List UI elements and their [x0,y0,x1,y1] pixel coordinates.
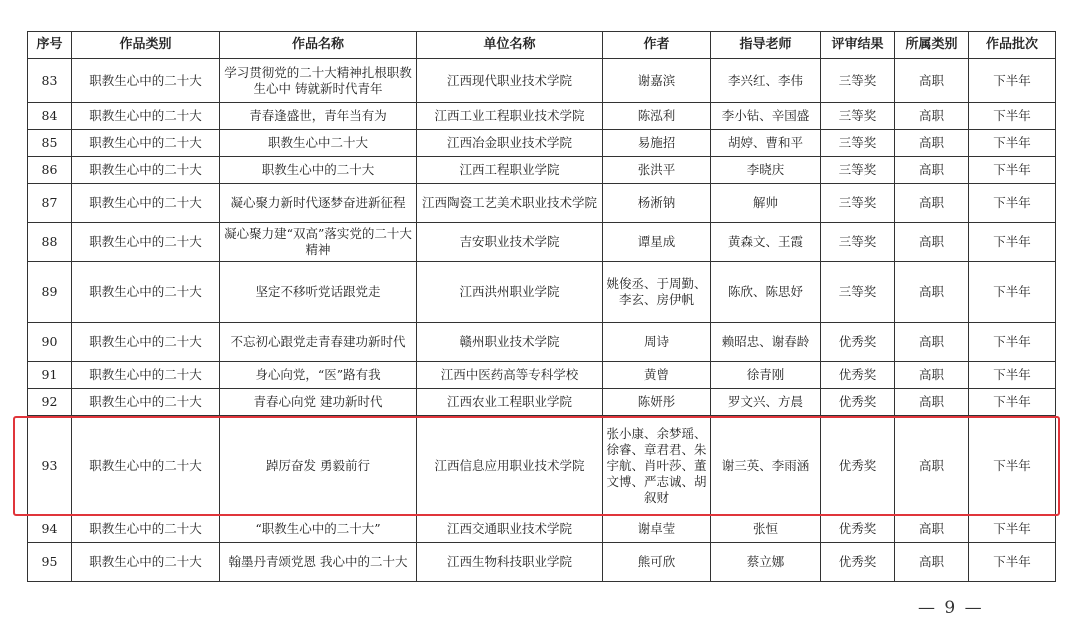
table-row [28,130,1056,157]
cell-index: 84 [28,103,72,130]
cell-type: 高职 [895,416,969,516]
cell-result: 三等奖 [821,223,895,262]
cell-author: 陈妍彤 [603,389,711,416]
cell-institution: 江西交通职业技术学院 [417,516,603,543]
table-row [28,362,1056,389]
header-result: 评审结果 [821,32,895,59]
cell-index: 93 [28,416,72,516]
cell-work-title: 职教生心中的二十大 [220,157,417,184]
cell-author: 谭星成 [603,223,711,262]
cell-advisor: 解帅 [711,184,821,223]
cell-index: 85 [28,130,72,157]
cell-author: 张小康、余梦瑶、徐睿、章君君、朱宇航、肖叶莎、董文博、严志诚、胡叙财 [603,416,711,516]
cell-index: 87 [28,184,72,223]
cell-category: 职教生心中的二十大 [72,362,220,389]
cell-work-title: 身心向党，“医”路有我 [220,362,417,389]
cell-advisor: 陈欣、陈思妤 [711,262,821,323]
awards-table [27,31,1056,582]
cell-work-title: 学习贯彻党的二十大精神扎根职教生心中 铸就新时代青年 [220,59,417,103]
cell-author: 周诗 [603,323,711,362]
header-category: 作品类别 [72,32,220,59]
cell-institution: 江西农业工程职业学院 [417,389,603,416]
cell-result: 三等奖 [821,184,895,223]
cell-type: 高职 [895,389,969,416]
cell-category: 职教生心中的二十大 [72,103,220,130]
cell-batch: 下半年 [969,103,1056,130]
cell-result: 优秀奖 [821,389,895,416]
cell-author: 杨淅钠 [603,184,711,223]
cell-category: 职教生心中的二十大 [72,416,220,516]
cell-work-title: 踔厉奋发 勇毅前行 [220,416,417,516]
cell-index: 95 [28,543,72,582]
table-row [28,223,1056,262]
cell-advisor: 谢三英、李雨涵 [711,416,821,516]
cell-institution: 江西工程职业学院 [417,157,603,184]
cell-work-title: 职教生心中二十大 [220,130,417,157]
table-row [28,103,1056,130]
cell-advisor: 张恒 [711,516,821,543]
cell-batch: 下半年 [969,323,1056,362]
cell-index: 83 [28,59,72,103]
cell-advisor: 李晓庆 [711,157,821,184]
cell-result: 优秀奖 [821,362,895,389]
cell-advisor: 李兴红、李伟 [711,59,821,103]
cell-result: 优秀奖 [821,323,895,362]
cell-category: 职教生心中的二十大 [72,262,220,323]
table-row [28,59,1056,103]
cell-advisor: 胡婷、曹和平 [711,130,821,157]
cell-index: 94 [28,516,72,543]
cell-advisor: 罗文兴、方晨 [711,389,821,416]
table-row [28,184,1056,223]
table-row [28,157,1056,184]
cell-work-title: 翰墨丹青颂党恩 我心中的二十大 [220,543,417,582]
cell-type: 高职 [895,103,969,130]
header-type: 所属类别 [895,32,969,59]
table-row [28,323,1056,362]
cell-advisor: 徐青刚 [711,362,821,389]
table-row [28,416,1056,516]
header-index: 序号 [28,32,72,59]
cell-institution: 赣州职业技术学院 [417,323,603,362]
cell-institution: 江西冶金职业技术学院 [417,130,603,157]
cell-advisor: 赖昭忠、谢春龄 [711,323,821,362]
cell-category: 职教生心中的二十大 [72,130,220,157]
cell-result: 三等奖 [821,103,895,130]
cell-type: 高职 [895,362,969,389]
cell-work-title: 凝心聚力新时代逐梦奋进新征程 [220,184,417,223]
cell-advisor: 黄森文、王霞 [711,223,821,262]
cell-category: 职教生心中的二十大 [72,516,220,543]
cell-batch: 下半年 [969,184,1056,223]
cell-author: 谢卓莹 [603,516,711,543]
table-row [28,262,1056,323]
cell-category: 职教生心中的二十大 [72,323,220,362]
cell-author: 张洪平 [603,157,711,184]
cell-batch: 下半年 [969,59,1056,103]
cell-category: 职教生心中的二十大 [72,59,220,103]
table-header-row [28,32,1056,59]
cell-institution: 江西现代职业技术学院 [417,59,603,103]
cell-institution: 江西生物科技职业学院 [417,543,603,582]
cell-author: 姚俊丞、于周勤、李玄、房伊帆 [603,262,711,323]
cell-result: 优秀奖 [821,543,895,582]
header-advisor: 指导老师 [711,32,821,59]
cell-type: 高职 [895,130,969,157]
cell-type: 高职 [895,157,969,184]
cell-batch: 下半年 [969,130,1056,157]
cell-institution: 江西洪州职业学院 [417,262,603,323]
cell-type: 高职 [895,223,969,262]
cell-work-title: 凝心聚力建“双高”落实党的二十大精神 [220,223,417,262]
cell-batch: 下半年 [969,157,1056,184]
header-institution: 单位名称 [417,32,603,59]
cell-result: 优秀奖 [821,416,895,516]
page-number: — 9 — [918,598,984,618]
cell-category: 职教生心中的二十大 [72,389,220,416]
cell-type: 高职 [895,516,969,543]
cell-institution: 江西信息应用职业技术学院 [417,416,603,516]
header-batch: 作品批次 [969,32,1056,59]
cell-author: 谢嘉滨 [603,59,711,103]
cell-type: 高职 [895,262,969,323]
cell-batch: 下半年 [969,543,1056,582]
cell-index: 88 [28,223,72,262]
cell-author: 熊可欣 [603,543,711,582]
cell-batch: 下半年 [969,416,1056,516]
cell-category: 职教生心中的二十大 [72,157,220,184]
cell-index: 89 [28,262,72,323]
cell-author: 黄曾 [603,362,711,389]
cell-index: 90 [28,323,72,362]
cell-institution: 江西工业工程职业技术学院 [417,103,603,130]
cell-work-title: 不忘初心跟党走青春建功新时代 [220,323,417,362]
cell-category: 职教生心中的二十大 [72,543,220,582]
cell-result: 三等奖 [821,262,895,323]
header-work-title: 作品名称 [220,32,417,59]
cell-type: 高职 [895,59,969,103]
cell-author: 易施招 [603,130,711,157]
cell-result: 优秀奖 [821,516,895,543]
cell-work-title: 青春逢盛世，青年当有为 [220,103,417,130]
cell-advisor: 李小钻、辛国盛 [711,103,821,130]
cell-result: 三等奖 [821,130,895,157]
cell-work-title: “职教生心中的二十大” [220,516,417,543]
cell-batch: 下半年 [969,223,1056,262]
cell-institution: 江西中医药高等专科学校 [417,362,603,389]
cell-index: 86 [28,157,72,184]
cell-work-title: 青春心向党 建功新时代 [220,389,417,416]
cell-batch: 下半年 [969,362,1056,389]
cell-category: 职教生心中的二十大 [72,184,220,223]
cell-type: 高职 [895,184,969,223]
cell-institution: 江西陶瓷工艺美术职业技术学院 [417,184,603,223]
table-row [28,389,1056,416]
cell-type: 高职 [895,323,969,362]
cell-index: 91 [28,362,72,389]
cell-batch: 下半年 [969,389,1056,416]
cell-result: 三等奖 [821,59,895,103]
cell-work-title: 坚定不移听党话跟党走 [220,262,417,323]
cell-advisor: 蔡立娜 [711,543,821,582]
cell-result: 三等奖 [821,157,895,184]
table-row [28,516,1056,543]
table-row [28,543,1056,582]
cell-category: 职教生心中的二十大 [72,223,220,262]
header-author: 作者 [603,32,711,59]
cell-batch: 下半年 [969,262,1056,323]
cell-type: 高职 [895,543,969,582]
cell-author: 陈泓利 [603,103,711,130]
cell-institution: 吉安职业技术学院 [417,223,603,262]
cell-batch: 下半年 [969,516,1056,543]
cell-index: 92 [28,389,72,416]
